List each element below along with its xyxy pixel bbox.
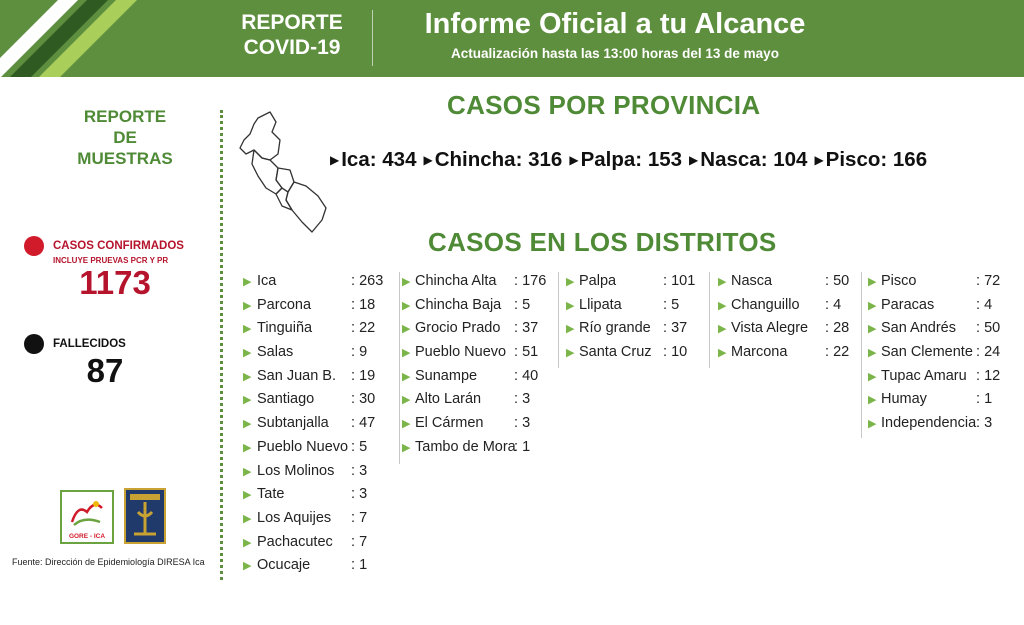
triangle-right-icon: ▶ bbox=[718, 323, 727, 336]
value-separator: : bbox=[663, 296, 672, 313]
province-name: Chincha bbox=[434, 148, 516, 171]
samples-report-title bbox=[40, 106, 210, 169]
triangle-right-icon: ▶ bbox=[689, 153, 699, 167]
triangle-right-icon: ▶ bbox=[243, 441, 252, 454]
district-value bbox=[351, 273, 383, 289]
district-count: 263 bbox=[359, 273, 384, 289]
district-count: 22 bbox=[359, 320, 376, 337]
district-count: 47 bbox=[359, 415, 376, 432]
province-value: 434 bbox=[382, 148, 417, 171]
district-name: Nasca bbox=[731, 273, 773, 289]
district-count: 50 bbox=[984, 320, 1001, 337]
value-separator: : bbox=[976, 367, 985, 384]
value-separator: : bbox=[351, 391, 360, 408]
triangle-right-icon: ▶ bbox=[243, 489, 252, 502]
district-value bbox=[976, 415, 992, 431]
district-name: Sunampe bbox=[415, 367, 478, 384]
district-name: Tinguiña bbox=[257, 320, 313, 337]
triangle-right-icon: ▶ bbox=[868, 276, 877, 288]
value-separator: : bbox=[976, 296, 985, 313]
confirmed-dot-icon bbox=[24, 236, 44, 256]
triangle-right-icon: ▶ bbox=[423, 153, 433, 167]
value-separator: : bbox=[514, 273, 523, 289]
district-count: 7 bbox=[359, 533, 368, 550]
triangle-right-icon: ▶ bbox=[566, 299, 575, 312]
district-name: Los Aquijes bbox=[257, 509, 332, 526]
district-name: Palpa bbox=[579, 273, 617, 289]
district-value bbox=[514, 344, 538, 360]
district-value bbox=[351, 557, 367, 573]
district-name: Paracas bbox=[881, 296, 935, 313]
value-separator: : bbox=[976, 344, 985, 361]
district-count: 1 bbox=[984, 391, 993, 408]
district-value bbox=[976, 391, 992, 407]
district-count: 176 bbox=[522, 273, 547, 289]
value-separator: : bbox=[351, 438, 360, 455]
district-name: Los Molinos bbox=[257, 462, 335, 479]
district-value bbox=[976, 273, 1000, 289]
district-value bbox=[663, 297, 679, 313]
provinces-title: CASOS POR PROVINCIA bbox=[447, 90, 761, 120]
district-count: 3 bbox=[522, 415, 531, 432]
district-name: Salas bbox=[257, 344, 294, 361]
district-name: Llipata bbox=[579, 296, 622, 313]
decorative-stripes-icon bbox=[0, 0, 150, 77]
triangle-right-icon: ▶ bbox=[243, 418, 252, 431]
deaths-label: FALLECIDOS bbox=[53, 338, 126, 350]
triangle-right-icon: ▶ bbox=[718, 299, 727, 312]
district-value bbox=[663, 320, 687, 336]
value-separator: : bbox=[351, 486, 360, 503]
value-separator: : bbox=[351, 462, 360, 479]
district-value bbox=[351, 510, 367, 526]
value-separator: : bbox=[825, 344, 834, 361]
report-label-line2: COVID-19 bbox=[243, 36, 341, 59]
district-count: 4 bbox=[984, 296, 993, 313]
district-value bbox=[976, 297, 992, 313]
district-name: Río grande bbox=[579, 320, 651, 337]
district-value bbox=[825, 297, 841, 313]
value-separator: : bbox=[825, 296, 834, 313]
value-separator: : bbox=[351, 509, 360, 526]
triangle-right-icon: ▶ bbox=[718, 276, 727, 288]
district-name: Pisco bbox=[881, 273, 917, 289]
shield-emblem-icon bbox=[126, 490, 164, 542]
province-name: Ica bbox=[341, 148, 370, 171]
triangle-right-icon: ▶ bbox=[243, 394, 252, 407]
gore-ica-logo bbox=[60, 490, 114, 544]
district-count: 3 bbox=[359, 486, 368, 503]
district-name: Santiago bbox=[257, 391, 315, 408]
value-separator: : bbox=[351, 367, 360, 384]
value-separator: : bbox=[825, 273, 834, 289]
district-value bbox=[351, 297, 375, 313]
triangle-right-icon: ▶ bbox=[243, 323, 252, 336]
district-name: Parcona bbox=[257, 296, 312, 313]
triangle-right-icon: ▶ bbox=[243, 512, 252, 525]
province-name: Nasca bbox=[700, 148, 761, 171]
district-count: 3 bbox=[359, 462, 368, 479]
value-separator: : bbox=[351, 533, 360, 550]
triangle-right-icon: ▶ bbox=[243, 465, 252, 478]
province-item: ▶Palpa: 153 bbox=[569, 148, 683, 171]
source-note: Fuente: Dirección de Epidemiología DIRESA Ica bbox=[12, 557, 205, 567]
district-count: 3 bbox=[522, 391, 531, 408]
triangle-right-icon: ▶ bbox=[718, 347, 727, 360]
province-value: 166 bbox=[892, 148, 928, 171]
triangle-right-icon: ▶ bbox=[243, 276, 252, 288]
district-name: Pueblo Nuevo bbox=[257, 438, 349, 455]
district-value bbox=[514, 391, 530, 407]
district-name: Ica bbox=[257, 273, 277, 289]
district-name: Humay bbox=[881, 391, 927, 408]
district-count: 40 bbox=[522, 367, 539, 384]
value-separator: : bbox=[514, 391, 523, 408]
district-value bbox=[351, 534, 367, 550]
column-divider bbox=[861, 272, 862, 438]
district-name: San Clemente bbox=[881, 344, 973, 361]
district-value bbox=[825, 320, 849, 336]
district-count: 24 bbox=[984, 344, 1001, 361]
value-separator: : bbox=[514, 296, 523, 313]
triangle-right-icon: ▶ bbox=[330, 153, 340, 167]
column-divider bbox=[709, 272, 710, 368]
district-value bbox=[514, 297, 530, 313]
district-value bbox=[351, 486, 367, 502]
triangle-right-icon: ▶ bbox=[243, 536, 252, 549]
district-value bbox=[351, 415, 375, 431]
district-name: Marcona bbox=[731, 344, 788, 361]
district-value bbox=[514, 320, 538, 336]
province-item: ▶Ica: 434 bbox=[330, 148, 417, 171]
district-value bbox=[351, 439, 367, 455]
report-covid-label bbox=[222, 10, 362, 60]
district-count: 5 bbox=[671, 296, 680, 313]
district-value bbox=[825, 344, 849, 360]
district-count: 50 bbox=[833, 273, 850, 289]
triangle-right-icon: ▶ bbox=[814, 153, 824, 167]
column-divider bbox=[558, 272, 559, 368]
district-value bbox=[825, 273, 849, 289]
triangle-right-icon: ▶ bbox=[868, 418, 877, 431]
triangle-right-icon: ▶ bbox=[402, 347, 411, 360]
header-divider bbox=[372, 10, 373, 66]
provinces-row bbox=[330, 148, 1020, 172]
district-name: Tate bbox=[257, 486, 285, 503]
district-value bbox=[351, 391, 375, 407]
district-name: Independencia bbox=[881, 415, 977, 432]
deaths-count: 87 bbox=[86, 352, 124, 389]
district-count: 72 bbox=[984, 273, 1001, 289]
district-name: Vista Alegre bbox=[731, 320, 809, 337]
district-count: 101 bbox=[671, 273, 696, 289]
district-name: Tupac Amaru bbox=[881, 367, 967, 384]
report-label-line1: REPORTE bbox=[241, 11, 343, 34]
value-separator: : bbox=[351, 296, 360, 313]
page-title: Informe Oficial a tu Alcance bbox=[424, 8, 806, 40]
value-separator: : bbox=[351, 557, 360, 574]
district-count: 7 bbox=[359, 509, 368, 526]
triangle-right-icon: ▶ bbox=[243, 560, 252, 573]
province-name: Pisco bbox=[825, 148, 881, 171]
value-separator: : bbox=[663, 344, 672, 361]
triangle-right-icon: ▶ bbox=[402, 299, 411, 312]
district-name: Alto Larán bbox=[415, 391, 482, 408]
district-count: 9 bbox=[359, 344, 368, 361]
district-name: San Andrés bbox=[881, 320, 956, 337]
district-count: 1 bbox=[522, 438, 531, 455]
triangle-right-icon: ▶ bbox=[868, 394, 877, 407]
district-name: Santa Cruz bbox=[579, 344, 652, 361]
value-separator: : bbox=[976, 415, 985, 432]
value-separator: : bbox=[663, 273, 672, 289]
confirmed-count: 1173 bbox=[79, 264, 151, 301]
triangle-right-icon: ▶ bbox=[402, 276, 411, 288]
value-separator: : bbox=[976, 391, 985, 408]
value-separator: : bbox=[976, 273, 985, 289]
confirmed-sublabel: INCLUYE PRUEVAS PCR Y PR bbox=[53, 256, 169, 265]
value-separator: : bbox=[514, 415, 523, 432]
district-name: Ocucaje bbox=[257, 557, 311, 574]
district-count: 30 bbox=[359, 391, 376, 408]
district-count: 1 bbox=[359, 557, 368, 574]
triangle-right-icon: ▶ bbox=[243, 370, 252, 383]
triangle-right-icon: ▶ bbox=[868, 299, 877, 312]
province-item: ▶Nasca: 104 bbox=[689, 148, 808, 171]
value-separator: : bbox=[514, 367, 523, 384]
district-count: 18 bbox=[359, 296, 376, 313]
district-count: 28 bbox=[833, 320, 850, 337]
district-value bbox=[351, 320, 375, 336]
district-name: Grocio Prado bbox=[415, 320, 501, 337]
district-count: 4 bbox=[833, 296, 842, 313]
districts-title: CASOS EN LOS DISTRITOS bbox=[428, 227, 777, 257]
triangle-right-icon: ▶ bbox=[868, 370, 877, 383]
district-value bbox=[663, 344, 687, 360]
district-value bbox=[351, 344, 367, 360]
district-count: 22 bbox=[833, 344, 850, 361]
district-count: 37 bbox=[522, 320, 539, 337]
samples-title-line2: DE bbox=[113, 128, 137, 147]
district-name: Pachacutec bbox=[257, 533, 333, 550]
value-separator: : bbox=[351, 320, 360, 337]
diresa-shield-logo bbox=[124, 488, 166, 544]
samples-title-line1: REPORTE bbox=[83, 107, 167, 126]
district-name: Chincha Alta bbox=[415, 273, 497, 289]
triangle-right-icon: ▶ bbox=[402, 418, 411, 431]
value-separator: : bbox=[514, 344, 523, 361]
gore-logo-label: GORE - ICA bbox=[68, 533, 106, 540]
district-count: 37 bbox=[671, 320, 688, 337]
value-separator: : bbox=[825, 320, 834, 337]
district-name: Pueblo Nuevo bbox=[415, 344, 507, 361]
district-value bbox=[976, 344, 1000, 360]
province-value: 316 bbox=[528, 148, 563, 171]
header-banner bbox=[0, 0, 1024, 77]
district-count: 12 bbox=[984, 367, 1001, 384]
province-item: ▶Chincha: 316 bbox=[423, 148, 563, 171]
value-separator: : bbox=[514, 320, 523, 337]
province-item: ▶Pisco: 166 bbox=[814, 148, 928, 171]
district-value bbox=[514, 415, 530, 431]
district-value bbox=[663, 273, 695, 289]
page-subtitle: Actualización hasta las 13:00 horas del 13 de mayo bbox=[451, 46, 779, 61]
value-separator: : bbox=[351, 415, 360, 432]
province-value: 104 bbox=[773, 148, 808, 171]
triangle-right-icon: ▶ bbox=[566, 323, 575, 336]
value-separator: : bbox=[663, 320, 672, 337]
value-separator: : bbox=[351, 273, 360, 289]
district-name: San Juan B. bbox=[257, 367, 336, 384]
district-value bbox=[976, 320, 1000, 336]
gore-emblem-icon bbox=[68, 498, 106, 528]
district-name: Changuillo bbox=[731, 296, 800, 313]
district-value bbox=[351, 368, 375, 384]
triangle-right-icon: ▶ bbox=[402, 323, 411, 336]
district-count: 5 bbox=[359, 438, 368, 455]
district-count: 10 bbox=[671, 344, 688, 361]
district-value bbox=[514, 273, 546, 289]
district-name: Chincha Baja bbox=[415, 296, 502, 313]
value-separator: : bbox=[351, 344, 360, 361]
value-separator: : bbox=[514, 438, 523, 455]
district-name: Subtanjalla bbox=[257, 415, 329, 432]
triangle-right-icon: ▶ bbox=[566, 276, 575, 288]
triangle-right-icon: ▶ bbox=[402, 370, 411, 383]
district-value bbox=[351, 463, 367, 479]
district-count: 19 bbox=[359, 367, 376, 384]
triangle-right-icon: ▶ bbox=[243, 347, 252, 360]
triangle-right-icon: ▶ bbox=[868, 323, 877, 336]
triangle-right-icon: ▶ bbox=[569, 153, 579, 167]
district-count: 3 bbox=[984, 415, 993, 432]
triangle-right-icon: ▶ bbox=[402, 394, 411, 407]
ica-region-map-icon bbox=[236, 110, 332, 240]
district-name: El Cármen bbox=[415, 415, 484, 432]
triangle-right-icon: ▶ bbox=[566, 347, 575, 360]
column-divider bbox=[399, 272, 400, 464]
vertical-dotted-divider bbox=[220, 110, 223, 580]
value-separator: : bbox=[976, 320, 985, 337]
district-name: Tambo de Mora bbox=[415, 438, 516, 455]
triangle-right-icon: ▶ bbox=[243, 299, 252, 312]
deaths-dot-icon bbox=[24, 334, 44, 354]
district-value bbox=[514, 368, 538, 384]
samples-title-line3: MUESTRAS bbox=[77, 149, 173, 168]
triangle-right-icon: ▶ bbox=[868, 347, 877, 360]
province-name: Palpa bbox=[580, 148, 636, 171]
confirmed-label: CASOS CONFIRMADOS bbox=[53, 240, 184, 252]
district-count: 51 bbox=[522, 344, 539, 361]
district-count: 5 bbox=[522, 296, 531, 313]
district-value bbox=[514, 439, 530, 455]
district-value bbox=[976, 368, 1000, 384]
triangle-right-icon: ▶ bbox=[402, 441, 411, 454]
province-value: 153 bbox=[647, 148, 683, 171]
